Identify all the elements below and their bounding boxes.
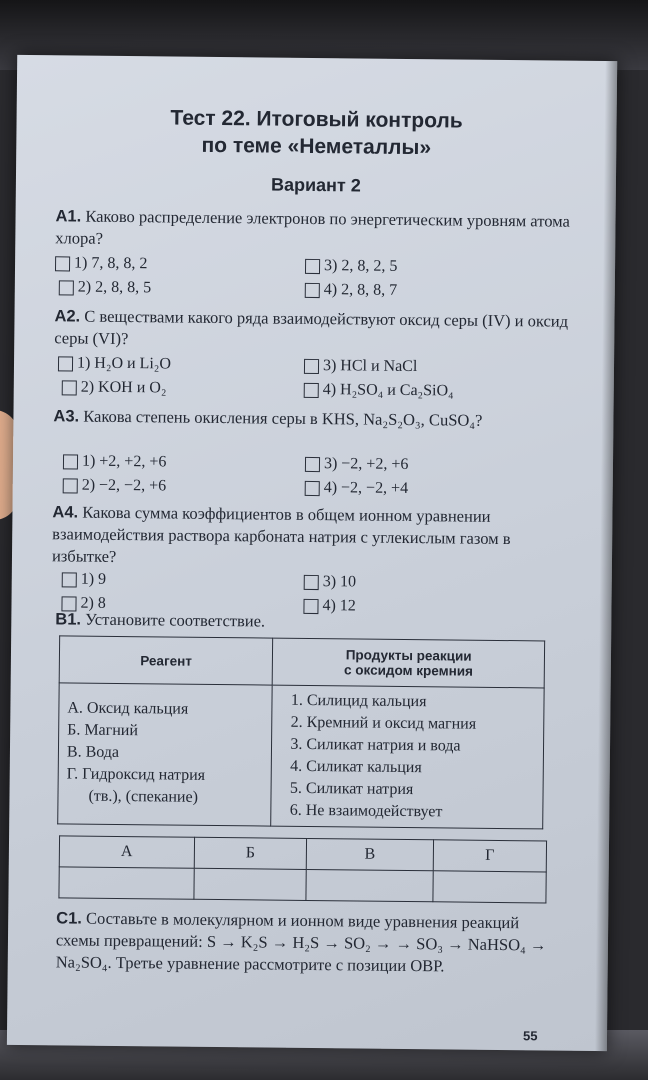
answer-cell-a[interactable] xyxy=(59,867,194,899)
list-item: Б. Магний xyxy=(67,721,139,740)
option-a2-3[interactable]: 3) HCl и NaCl xyxy=(304,356,418,377)
checkbox[interactable] xyxy=(63,454,78,469)
checkbox[interactable] xyxy=(305,282,320,297)
checkbox[interactable] xyxy=(63,478,78,493)
checkbox[interactable] xyxy=(304,382,319,397)
page-number: 55 xyxy=(522,1028,538,1044)
checkbox[interactable] xyxy=(305,456,320,471)
option-a1-4[interactable]: 4) 2, 8, 8, 7 xyxy=(305,280,398,301)
list-item: 1. Силицид кальция xyxy=(290,691,427,711)
answer-cell-v[interactable] xyxy=(306,869,433,901)
question-label: А3. xyxy=(53,407,80,426)
question-text: Каково распределение электронов по энергетическим уровням атома хлора? xyxy=(55,206,570,248)
checkbox[interactable] xyxy=(55,256,70,271)
test-title: Тест 22. Итоговый контроль xyxy=(170,106,463,133)
answer-table xyxy=(58,835,547,903)
product-list xyxy=(271,685,544,829)
checkbox[interactable] xyxy=(62,380,77,395)
list-item: 2. Кремний и оксид магния xyxy=(290,713,477,733)
option-a1-2[interactable]: 2) 2, 8, 8, 5 xyxy=(59,277,152,298)
list-item: 5. Силикат натрия xyxy=(289,779,414,799)
list-item: 3. Силикат натрия и вода xyxy=(290,735,461,755)
option-a3-1[interactable]: 1) +2, +2, +6 xyxy=(63,451,167,472)
reagent-list xyxy=(58,683,273,826)
option-a4-2[interactable]: 2) 8 xyxy=(61,593,106,613)
option-a4-3[interactable]: 3) 10 xyxy=(304,572,357,593)
question-label: А2. xyxy=(54,307,81,326)
list-item: (тв.), (спекание) xyxy=(88,787,199,806)
answer-header-v: В xyxy=(307,838,434,870)
option-a3-4[interactable]: 4) −2, −2, +4 xyxy=(305,478,409,499)
option-a1-1[interactable]: 1) 7, 8, 8, 2 xyxy=(55,253,148,274)
question-label: А4. xyxy=(52,503,79,522)
workbook-page xyxy=(7,55,617,1051)
list-item: А. Оксид кальция xyxy=(67,699,189,718)
list-item: В. Вода xyxy=(66,743,120,761)
question-label: С1. xyxy=(56,909,82,928)
checkbox[interactable] xyxy=(304,574,319,589)
answer-cell-b[interactable] xyxy=(194,868,307,900)
option-a2-4[interactable]: 4) H₂SO₄ и Ca₂SiO₄ xyxy=(304,380,454,402)
checkbox[interactable] xyxy=(58,356,73,371)
question-a3 xyxy=(53,405,573,432)
variant-heading: Вариант 2 xyxy=(270,174,361,196)
option-a4-1[interactable]: 1) 9 xyxy=(62,569,107,589)
checkbox[interactable] xyxy=(304,358,319,373)
question-a1 xyxy=(55,205,575,254)
list-item: 6. Не взаимодействует xyxy=(289,801,443,821)
question-b1 xyxy=(55,608,575,635)
column-header-products: Продукты реакции с оксидом кремния xyxy=(273,638,545,688)
test-topic: по теме «Неметаллы» xyxy=(201,133,432,160)
question-text: Какова сумма коэффициентов в общем ионном уравнении взаимодействия раствора карбоната натрия с углекислым газом в избытке? xyxy=(51,502,511,566)
question-a4 xyxy=(52,501,573,572)
checkbox[interactable] xyxy=(305,480,320,495)
question-label: А1. xyxy=(55,207,82,226)
matching-table xyxy=(57,635,545,829)
question-text: С веществами какого ряда взаимодействуют оксид серы (IV) и оксид серы (VI)? xyxy=(54,306,569,349)
option-a1-3[interactable]: 3) 2, 8, 2, 5 xyxy=(305,256,398,277)
column-header-reagent: Реагент xyxy=(59,636,273,685)
checkbox[interactable] xyxy=(59,280,74,295)
question-c1 xyxy=(56,907,565,978)
option-a3-2[interactable]: 2) −2, −2, +6 xyxy=(63,475,167,496)
page-shadow-edge xyxy=(595,61,617,1051)
list-item: 4. Силикат кальция xyxy=(290,757,422,777)
list-item: Г. Гидроксид натрия xyxy=(66,765,206,784)
answer-cell-g[interactable] xyxy=(433,871,547,903)
answer-header-a: А xyxy=(59,836,194,868)
option-a2-1[interactable]: 1) H₂O и Li₂O xyxy=(58,353,171,374)
question-text: Установите соответствие. xyxy=(85,609,266,631)
option-a2-2[interactable]: 2) KOH и O₂ xyxy=(62,377,167,398)
question-label: В1. xyxy=(55,610,82,629)
question-a2 xyxy=(54,305,574,354)
checkbox[interactable] xyxy=(62,572,77,587)
checkbox[interactable] xyxy=(305,258,320,273)
answer-header-g: Г xyxy=(433,840,547,872)
answer-header-b: Б xyxy=(194,837,307,869)
option-a4-4[interactable]: 4) 12 xyxy=(303,596,356,617)
question-text: Составьте в молекулярном и ионном виде уравнения реакций схемы превращений: S → K₂S → H₂S → SO₂ → → SO₃ → NaHSO₄ → Na₂SO₄. Третье уравнение рассмотрите с позиции ОВР. xyxy=(55,908,547,976)
question-text: Какова степень окисления серы в KHS, Na₂S₂O₃, CuSO₄? xyxy=(83,406,483,430)
option-a3-3[interactable]: 3) −2, +2, +6 xyxy=(305,454,409,475)
